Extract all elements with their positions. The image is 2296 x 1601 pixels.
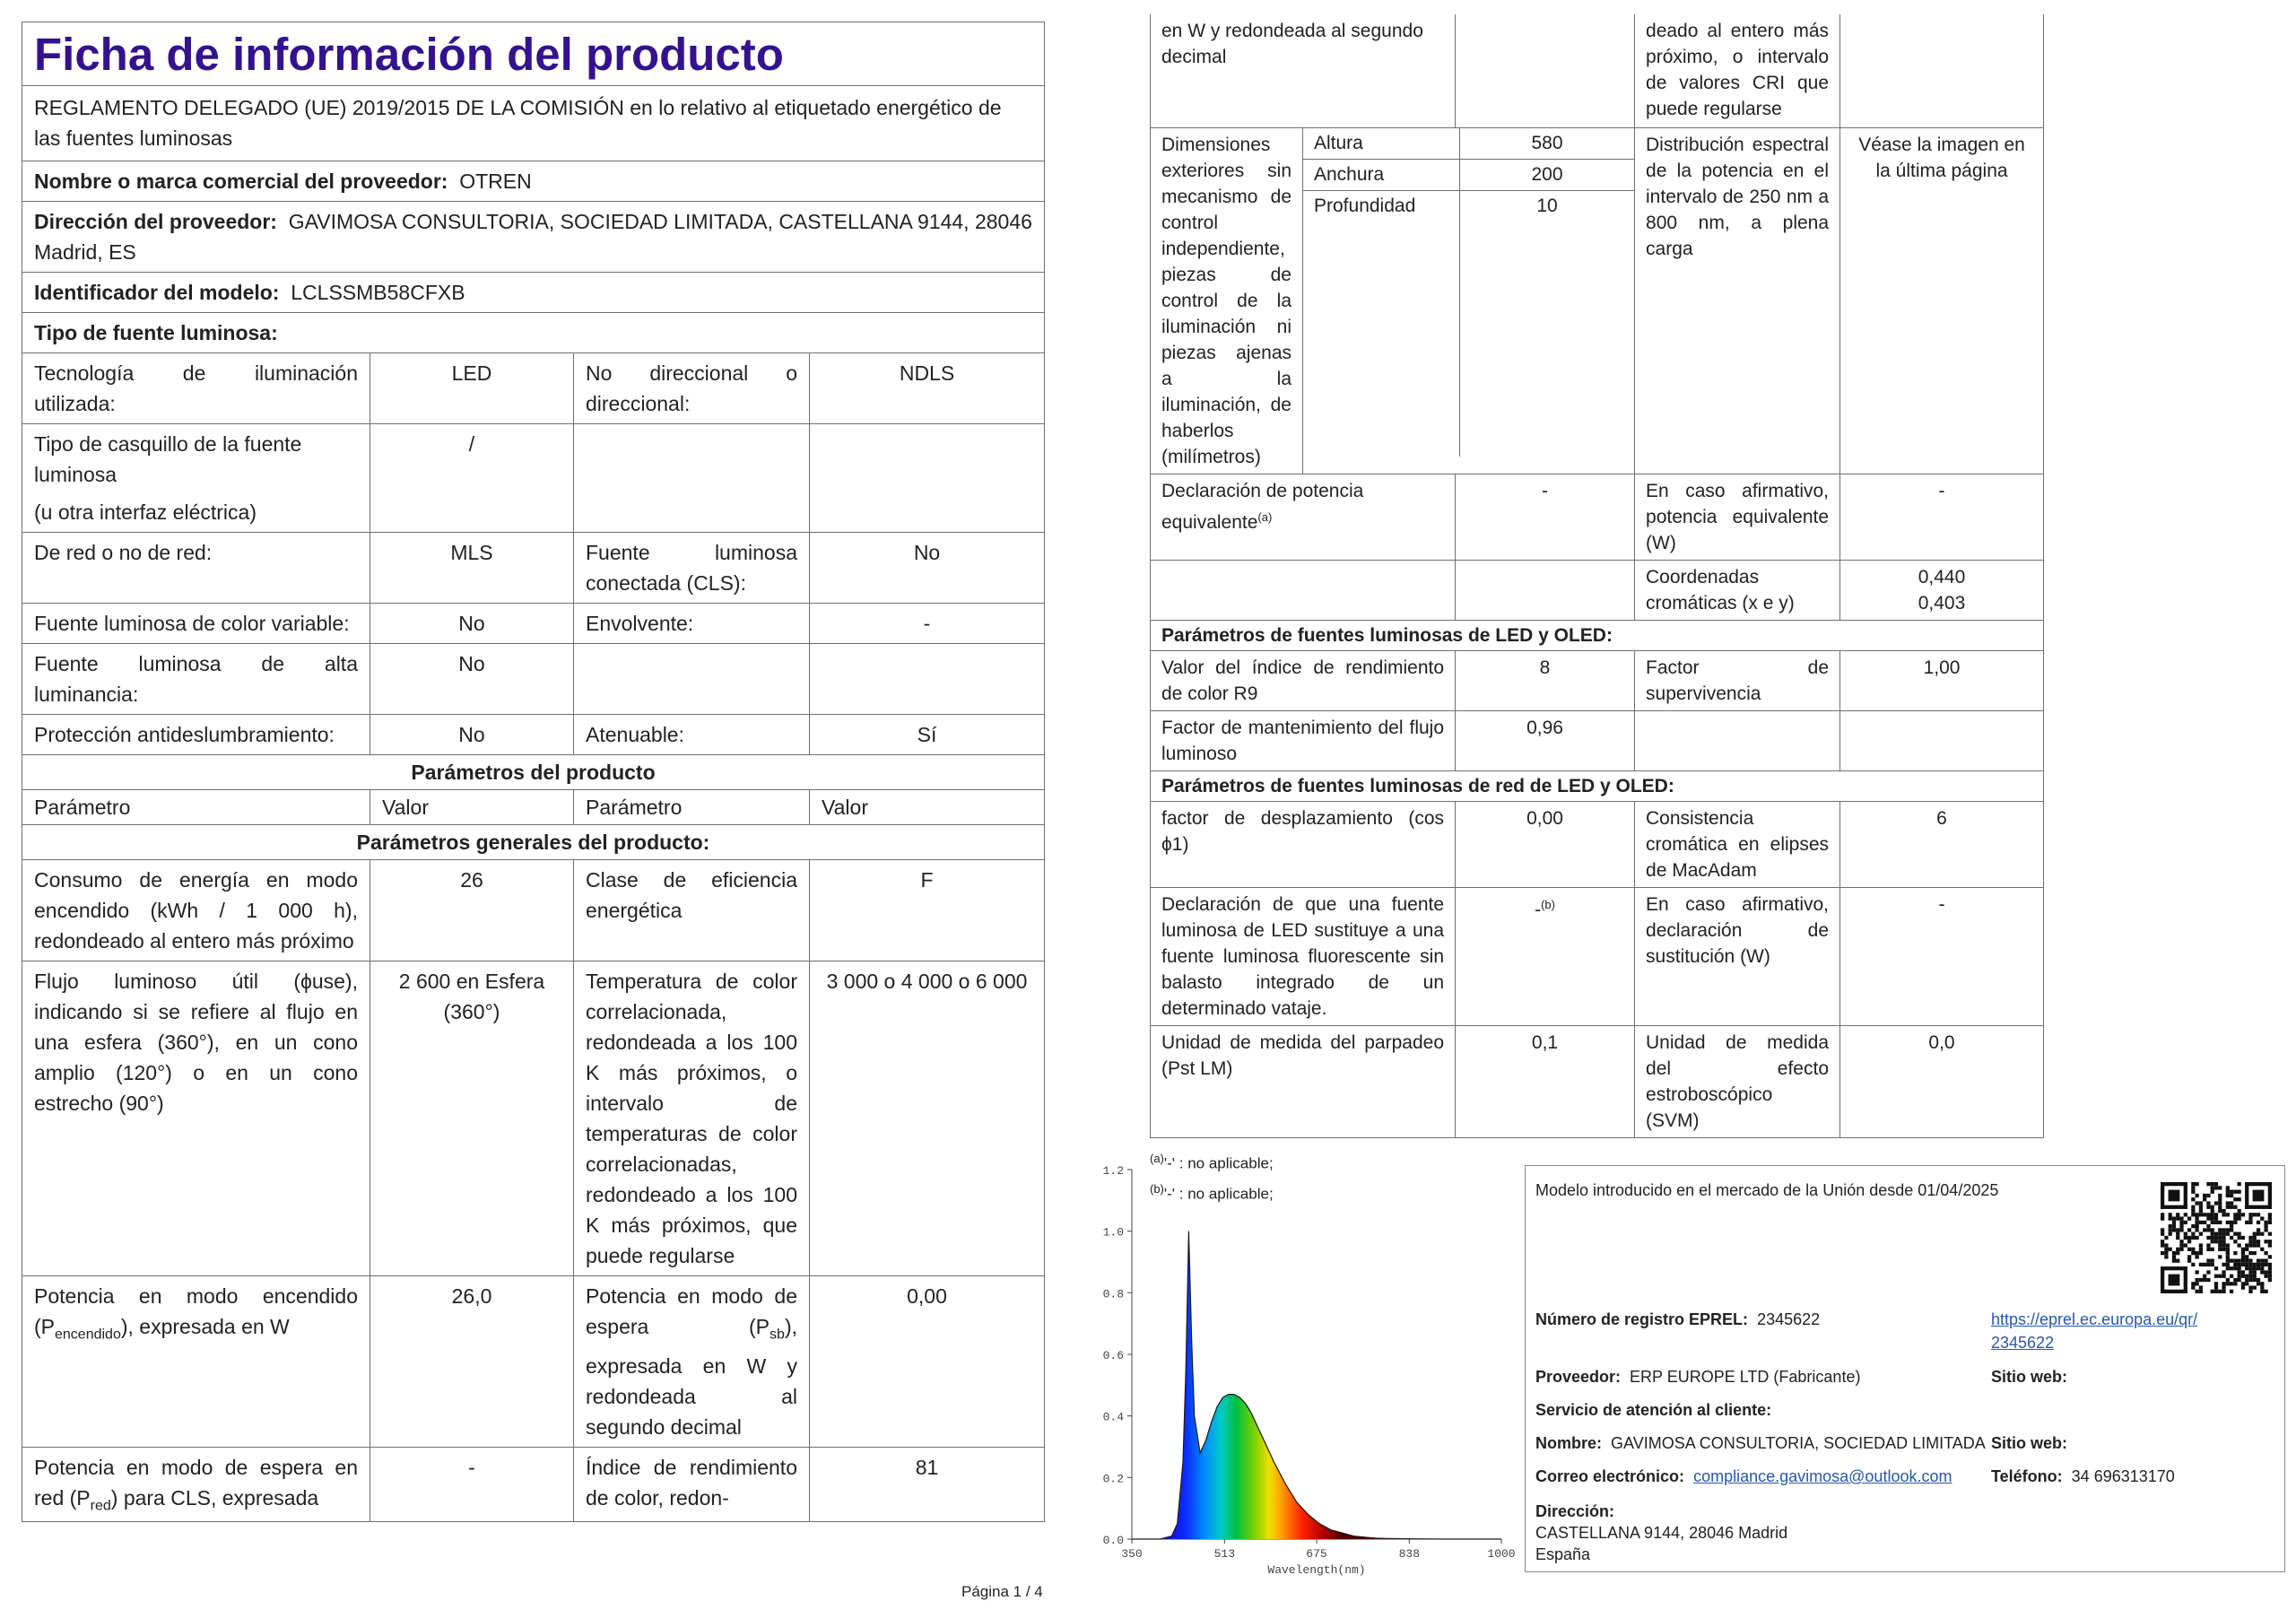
table-row	[22, 644, 1045, 715]
footnote-text: '-' : no aplicable;	[1163, 1154, 1274, 1172]
param-cell: Flujo luminoso útil (ϕuse), indicando si se refiere al flujo en una esfera (360°), en un cono amplio (120°) o en un cono estrecho (90°)	[22, 961, 370, 1276]
param-cell	[574, 1276, 810, 1448]
supplier-address-value: GAVIMOSA CONSULTORIA, SOCIEDAD LIMITADA, CASTELLANA 9144, 28046 Madrid, ES	[34, 210, 1032, 264]
spectrum-chart	[1082, 1152, 1521, 1587]
value-cell: 0,96	[1456, 710, 1635, 770]
value-cell: 0,00	[810, 1276, 1045, 1448]
supplier-label: Proveedor:	[1535, 1368, 1622, 1386]
general-params-header: Parámetros generales del producto:	[22, 825, 1045, 860]
param-cell: Factor de supervivencia	[1635, 650, 1840, 710]
x-tick-label: 350	[1121, 1547, 1143, 1561]
value-cell: No	[370, 715, 574, 755]
supplier-value: ERP EUROPE LTD (Fabricante)	[1630, 1368, 1861, 1386]
customer-service-label-text: Servicio de atención al cliente:	[1535, 1401, 1772, 1419]
supplier-name-value: OTREN	[459, 170, 532, 193]
table-row	[1151, 127, 2044, 474]
table-row	[22, 961, 1045, 1276]
param-cell	[22, 1276, 370, 1448]
x-tick-label: 675	[1306, 1547, 1327, 1561]
param-cell: Coordenadas cromáticas (x e y)	[1635, 560, 1840, 620]
param-cell: Protección antideslumbramiento:	[22, 715, 370, 755]
eprel-info-box	[1525, 1165, 2285, 1572]
product-sheet-left	[22, 22, 1044, 1522]
param-cell: En caso afirmativo, potencia equivalente (W)	[1635, 474, 1840, 560]
value-cell: LED	[370, 353, 574, 424]
address-line-2: España	[1535, 1545, 1591, 1563]
power-on-label-a: Potencia en modo encendido (P	[34, 1284, 358, 1338]
value-cell	[1840, 560, 2044, 620]
value-cell: 8	[1456, 650, 1635, 710]
phone-value: 34 696313170	[2071, 1467, 2175, 1485]
empty-cell	[1840, 710, 2044, 770]
net-standby-label-b: ) para CLS, expresada	[110, 1485, 319, 1510]
dim-name: Anchura	[1303, 159, 1460, 190]
x-tick-label: 1000	[1487, 1547, 1516, 1561]
param-cell: En caso afirmativo, declaración de sustitución (W)	[1635, 887, 1840, 1025]
led-params-header: Parámetros de fuentes luminosas de LED y OLED:	[1151, 620, 2044, 650]
net-standby-label-a: Potencia en modo de espera en red (P	[34, 1455, 358, 1510]
x-tick-label: 838	[1398, 1547, 1421, 1561]
product-info-table	[22, 22, 1045, 1522]
dim-value: 580	[1460, 128, 1635, 160]
value-cell: Sí	[810, 715, 1045, 755]
table-row	[1151, 887, 2044, 1025]
website-label-2-text: Sitio web:	[1991, 1434, 2067, 1452]
value-cell: 26,0	[370, 1276, 574, 1448]
x-axis-label: Wavelength(nm)	[1267, 1563, 1366, 1577]
table-row	[22, 1447, 1045, 1522]
table-row	[22, 1276, 1045, 1448]
value-cell	[810, 644, 1045, 715]
mains-params-header: Parámetros de fuentes luminosas de red de LED y OLED:	[1151, 770, 2044, 801]
spectrum-svg	[1082, 1152, 1521, 1582]
table-row	[1151, 14, 2044, 127]
cap-type-sublabel: (u otra interfaz eléctrica)	[34, 500, 257, 524]
value-header: Valor	[370, 790, 574, 825]
standby-label-a: Potencia en modo de espera (P	[586, 1284, 797, 1338]
model-id-row	[22, 273, 1045, 313]
param-cell	[574, 424, 810, 533]
value-cell: No	[810, 533, 1045, 604]
table-row	[22, 860, 1045, 961]
value-cell: NDLS	[810, 353, 1045, 424]
value-cell: 2 600 en Esfera (360°)	[370, 961, 574, 1276]
table-row	[1151, 1025, 2044, 1137]
y-tick-label: 0.8	[1102, 1287, 1124, 1301]
table-row	[1151, 474, 2044, 560]
product-params-header: Parámetros del producto	[22, 755, 1045, 790]
dim-name: Altura	[1303, 128, 1460, 160]
param-header: Parámetro	[22, 790, 370, 825]
footnote-mark: (a)	[1150, 1151, 1164, 1165]
y-tick-label: 1.2	[1102, 1164, 1124, 1178]
contact-name-value: GAVIMOSA CONSULTORIA, SOCIEDAD LIMITADA	[1611, 1434, 1986, 1452]
subst-sup: (b)	[1541, 897, 1555, 911]
value-cell: -	[370, 1447, 574, 1522]
address-line-1: CASTELLANA 9144, 28046 Madrid	[1535, 1524, 1788, 1542]
table-row	[22, 715, 1045, 755]
value-cell: 81	[810, 1447, 1045, 1522]
value-cell: -	[1456, 474, 1635, 560]
param-cell	[22, 1447, 370, 1522]
page-title: Ficha de información del producto	[22, 22, 1045, 86]
table-row	[22, 424, 1045, 533]
eprel-value: 2345622	[1757, 1310, 1821, 1328]
param-cell	[574, 644, 810, 715]
param-cell: Clase de eficiencia energética	[574, 860, 810, 961]
address-label-text: Dirección:	[1535, 1502, 1615, 1520]
chroma-x: 0,440	[1918, 566, 1966, 587]
param-cell: Envolvente:	[574, 604, 810, 644]
y-tick-label: 0.6	[1102, 1349, 1124, 1362]
equiv-label: Declaración de potencia equivalente	[1161, 480, 1364, 533]
value-cell: No	[370, 604, 574, 644]
table-row	[1151, 650, 2044, 710]
supplier-address-row	[22, 202, 1045, 273]
regulation-text: REGLAMENTO DELEGADO (UE) 2019/2015 DE LA COMISIÓN en lo relativo al etiquetado energético de las fuentes luminosas	[22, 86, 1045, 161]
value-cell: MLS	[370, 533, 574, 604]
page-number: Página 1 / 4	[961, 1583, 1043, 1600]
dimensions-table	[1303, 128, 1634, 457]
value-cell: 26	[370, 860, 574, 961]
value-cell: 0,1	[1456, 1025, 1635, 1137]
value-cell: 6	[1840, 801, 2044, 887]
standby-sub: sb	[770, 1327, 785, 1343]
phone-label: Teléfono:	[1991, 1467, 2063, 1485]
param-cell: en W y redondeada al segundo decimal	[1151, 14, 1456, 127]
value-cell: -	[1840, 474, 2044, 560]
param-cell: Tecnología de iluminación utilizada:	[22, 353, 370, 424]
model-id-value: LCLSSMB58CFXB	[291, 281, 465, 304]
phone-row	[1991, 1465, 2175, 1488]
website-label	[1991, 1365, 2067, 1388]
footnote-text: '-' : no aplicable;	[1163, 1185, 1274, 1203]
value-cell: 0,00	[1456, 801, 1635, 887]
product-sheet-right	[1150, 14, 2044, 1207]
supplier-address-label: Dirección del proveedor:	[34, 210, 277, 233]
qr-code-icon[interactable]	[2161, 1182, 2272, 1293]
cap-type-label: Tipo de casquillo de la fuente luminosa	[34, 432, 302, 486]
value-cell: 3 000 o 4 000 o 6 000	[810, 961, 1045, 1276]
table-row	[22, 604, 1045, 644]
y-tick-label: 0.4	[1102, 1410, 1124, 1424]
param-cell: De red o no de red:	[22, 533, 370, 604]
param-cell: Índice de rendimiento de color, redon-	[574, 1447, 810, 1522]
param-cell: Fuente luminosa de alta luminancia:	[22, 644, 370, 715]
net-standby-sub: red	[90, 1498, 111, 1514]
value-cell: /	[370, 424, 574, 533]
y-tick-label: 1.0	[1102, 1225, 1124, 1240]
param-cell: Consumo de energía en modo encendido (kWh / 1 000 h), redondeado al entero más próximo	[22, 860, 370, 961]
dim-value: 200	[1460, 159, 1635, 190]
value-cell	[810, 424, 1045, 533]
y-tick-label: 0.2	[1102, 1472, 1124, 1486]
dimensions-cell	[1303, 127, 1635, 474]
subst-value: -	[1535, 899, 1542, 920]
param-cell: Consistencia cromática en elipses de MacAdam	[1635, 801, 1840, 887]
param-cell: Unidad de medida del efecto estroboscópico (SVM)	[1635, 1025, 1840, 1137]
power-on-sub: encendido	[55, 1327, 121, 1343]
customer-service-label	[1535, 1398, 1771, 1422]
chroma-y: 0,403	[1918, 592, 1966, 613]
table-row	[1151, 801, 2044, 887]
source-type-label: Tipo de fuente luminosa:	[22, 313, 1045, 353]
y-tick-label: 0.0	[1102, 1534, 1124, 1547]
param-cell: deado al entero más próximo, o intervalo de valores CRI que puede regularse	[1635, 14, 1840, 127]
param-cell: Temperatura de color correlacionada, redondeada a los 100 K más próximos, o intervalo de temperaturas de color correlacionadas, redondeado a los 100 K más próximos, que puede regularse	[574, 961, 810, 1276]
standby-label-b: ), expresada en W y redondeada al segundo decimal	[586, 1315, 797, 1439]
param-header: Parámetro	[574, 790, 810, 825]
eprel-row	[1535, 1308, 1820, 1331]
param-cell: Declaración de que una fuente luminosa de LED sustituye a una fuente luminosa fluorescente sin balasto integrado de un determinado vataje.	[1151, 887, 1456, 1025]
empty-cell	[1635, 710, 1840, 770]
equiv-sup: (a)	[1257, 509, 1273, 524]
contact-name-label: Nombre:	[1535, 1434, 1603, 1452]
table-row	[1151, 560, 2044, 620]
param-cell: Fuente luminosa de color variable:	[22, 604, 370, 644]
footnote-mark: (b)	[1150, 1182, 1164, 1196]
empty-cell	[1456, 560, 1635, 620]
value-cell	[1456, 14, 1635, 127]
param-cell: No direccional o direccional:	[574, 353, 810, 424]
x-tick-label: 513	[1213, 1547, 1236, 1561]
model-id-label: Identificador del modelo:	[34, 281, 280, 304]
dim-value: 10	[1536, 195, 1558, 216]
value-cell: 0,0	[1840, 1025, 2044, 1137]
eprel-link[interactable]: https://eprel.ec.europa.eu/qr/2345622	[1991, 1310, 2198, 1352]
param-cell: Factor de mantenimiento del flujo luminoso	[1151, 710, 1456, 770]
value-cell: -	[810, 604, 1045, 644]
value-cell	[1456, 887, 1635, 1025]
table-row	[22, 533, 1045, 604]
param-cell: Unidad de medida del parpadeo (Pst LM)	[1151, 1025, 1456, 1137]
param-cell: Valor del índice de rendimiento de color R9	[1151, 650, 1456, 710]
value-cell	[1840, 14, 2044, 127]
param-cell: Fuente luminosa conectada (CLS):	[574, 533, 810, 604]
value-cell: -	[1840, 887, 2044, 1025]
product-info-table-cont	[1150, 14, 2044, 1138]
param-cell: factor de desplazamiento (cos ϕ1)	[1151, 801, 1456, 887]
param-cell: Distribución espectral de la potencia en el intervalo de 250 nm a 800 nm, a plena carga	[1635, 127, 1840, 474]
address-label	[1535, 1500, 1614, 1523]
supplier-name-label: Nombre o marca comercial del proveedor:	[34, 170, 448, 193]
supplier-row	[1535, 1365, 1860, 1388]
param-cell: Dimensiones exteriores sin mecanismo de control independiente, piezas de control de la iluminación ni piezas ajenas a la iluminación, de haberlos (milímetros)	[1151, 127, 1303, 474]
dim-name: Profundidad	[1303, 190, 1460, 457]
supplier-name-row	[22, 161, 1045, 202]
email-label: Correo electrónico:	[1535, 1467, 1685, 1485]
column-header-row	[22, 790, 1045, 825]
website-label-text: Sitio web:	[1991, 1368, 2067, 1386]
eprel-label: Número de registro EPREL:	[1535, 1310, 1749, 1328]
table-row	[1151, 710, 2044, 770]
value-cell: F	[810, 860, 1045, 961]
email-row	[1535, 1465, 1952, 1488]
value-cell: 1,00	[1840, 650, 2044, 710]
power-on-label-b: ), expresada en W	[120, 1315, 290, 1338]
empty-cell	[1151, 560, 1456, 620]
value-header: Valor	[810, 790, 1045, 825]
email-link[interactable]: compliance.gavimosa@outlook.com	[1693, 1467, 1952, 1485]
param-cell	[22, 424, 370, 533]
value-cell: No	[370, 644, 574, 715]
param-cell: Atenuable:	[574, 715, 810, 755]
contact-name-row	[1535, 1431, 1986, 1455]
market-intro: Modelo introducido en el mercado de la Unión desde 01/04/2025	[1535, 1181, 1999, 1199]
table-row	[22, 353, 1045, 424]
website-label-2	[1991, 1431, 2067, 1455]
param-cell	[1151, 474, 1456, 560]
value-cell: Véase la imagen en la última página	[1840, 127, 2044, 474]
